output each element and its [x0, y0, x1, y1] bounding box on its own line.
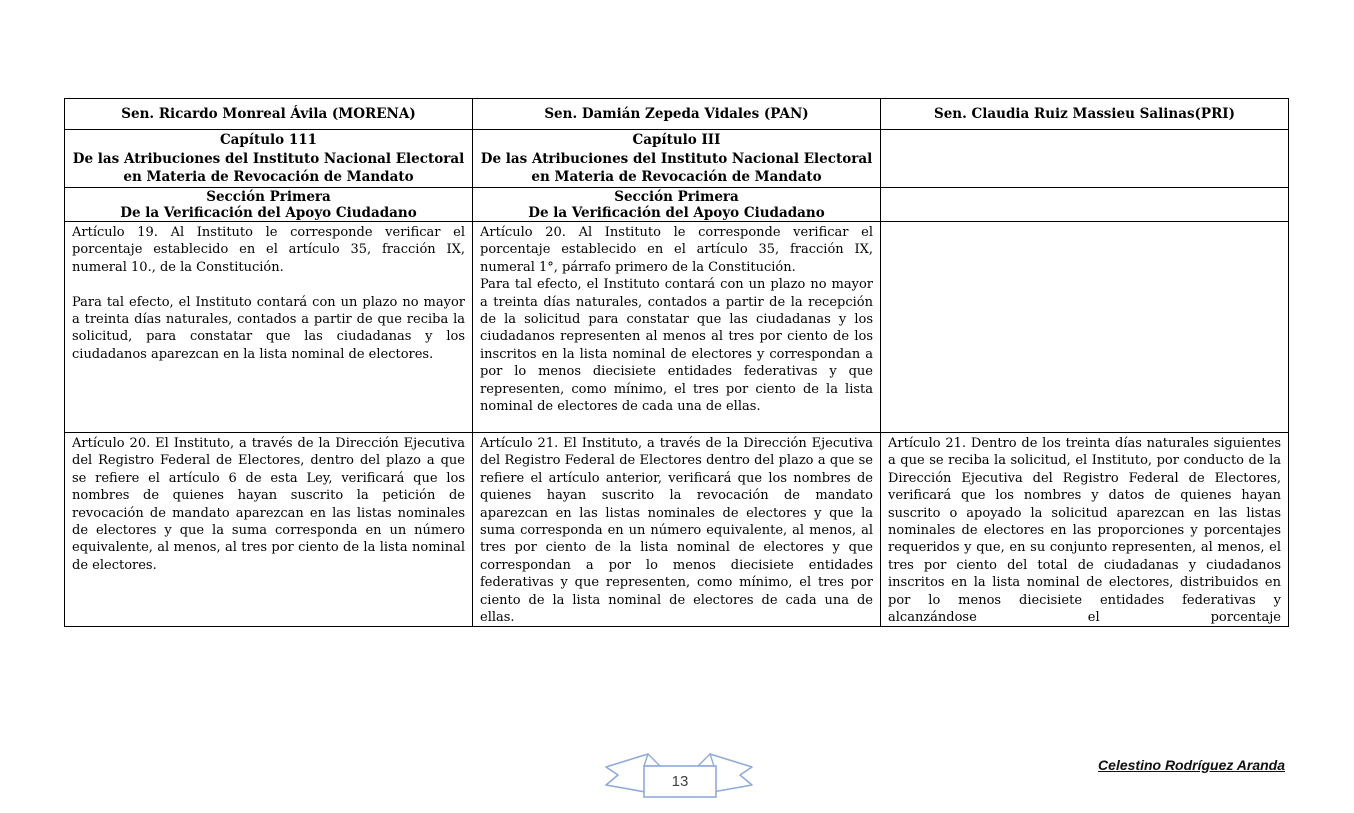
article-19-paragraph-2: Para tal efecto, el Instituto contará con un plazo no mayor a treinta días naturales, contados a partir de que reciba la solicitud, para constatar que las ciudadanas y los ciudadanos aparezcan en la lista nominal de electores.: [72, 294, 465, 362]
chapter-title: Capítulo III: [632, 132, 721, 148]
article-19-paragraph-1: Artículo 19. Al Instituto le corresponde verificar el porcentaje establecido en el artículo 35, fracción IX, numeral 10., de la Constitución.: [72, 225, 465, 275]
header-cell-morena: Sen. Ricardo Monreal Ávila (MORENA): [65, 99, 473, 130]
article-row-1: [65, 222, 1289, 433]
page-number: 13: [671, 773, 689, 790]
section-title: Sección Primera: [614, 189, 739, 205]
article-20-text: Artículo 20. El Instituto, a través de la Dirección Ejecutiva del Registro Federal de Electores, dentro del plazo a que se refiere el artículo 6 de esta Ley, verificará que los nombres de quienes hayan suscrito la petición de revocación de mandato aparezcan en las listas nominales de electores y que la suma corresponda en un número equivalente, al menos, al tres por ciento de la lista nominal de electores.: [72, 436, 465, 573]
article-21-cell-pri: [881, 433, 1289, 627]
section-subtitle: De la Verificación del Apoyo Ciudadano: [528, 205, 825, 221]
article-20-cell-morena: [65, 433, 473, 627]
chapter-cell-pri-empty: [881, 130, 1289, 188]
header-cell-pri: Sen. Claudia Ruiz Massieu Salinas(PRI): [881, 99, 1289, 130]
chapter-subtitle-1: De las Atribuciones del Instituto Nacional Electoral: [480, 150, 873, 167]
article-20-paragraph-2: Para tal efecto, el Instituto contará con un plazo no mayor a treinta días naturales, contados a partir de la recepción de la solicitud para constatar que las ciudadanas y los ciudadanos representen al menos al tres por ciento de los inscritos en la lista nominal de electores y correspondan a por lo menos diecisiete entidades federativas y que representen, como mínimo, el tres por ciento de la lista nominal de electores de cada una de ellas.: [480, 277, 873, 415]
article-20-paragraph-1: Artículo 20. Al Instituto le corresponde verificar el porcentaje establecido en el artículo 35, fracción IX, numeral 1°, párrafo primero de la Constitución.: [480, 225, 873, 275]
chapter-cell-pan: [473, 130, 881, 188]
section-cell-pan: [473, 188, 881, 222]
article-row-2: [65, 433, 1289, 627]
section-subtitle: De la Verificación del Apoyo Ciudadano: [120, 205, 417, 221]
table-header-row: [65, 99, 1289, 130]
page-number-banner: [601, 749, 757, 803]
chapter-subtitle-1: De las Atribuciones del Instituto Nacional Electoral: [72, 150, 465, 167]
article-20-cell-pan: [473, 222, 881, 433]
article-21-cell-pan: [473, 433, 881, 627]
section-cell-pri-empty: [881, 188, 1289, 222]
author-signature: Celestino Rodríguez Aranda: [1098, 757, 1285, 773]
header-cell-pan: Sen. Damián Zepeda Vidales (PAN): [473, 99, 881, 130]
chapter-subtitle-2: en Materia de Revocación de Mandato: [123, 169, 414, 185]
chapter-cell-morena: [65, 130, 473, 188]
comparison-table: [64, 98, 1289, 627]
chapter-title: Capítulo 111: [219, 132, 318, 148]
article-21-pri-text: Artículo 21. Dentro de los treinta días naturales siguientes a que se reciba la solicitud, el Instituto, por conducto de la Dirección Ejecutiva del Registro Federal de Electores, verificará que los nombres y datos de quienes hayan suscrito o apoyado la solicitud aparezcan en las listas nominales de electores en las proporciones y porcentajes requeridos y que, en su conjunto representen, al menos, el tres por ciento del total de ciudadanas y ciudadanos inscritos en la lista nominal de electores, distribuidos en por lo menos diecisiete entidades federativas y alcanzándose el porcentaje: [888, 436, 1281, 626]
section-row: [65, 188, 1289, 222]
article-row-1-cell-pri-empty: [881, 222, 1289, 433]
chapter-row: [65, 130, 1289, 188]
chapter-subtitle-2: en Materia de Revocación de Mandato: [531, 169, 822, 185]
section-title: Sección Primera: [206, 189, 331, 205]
section-cell-morena: [65, 188, 473, 222]
article-21-text: Artículo 21. El Instituto, a través de la Dirección Ejecutiva del Registro Federal de Electores dentro del plazo a que se refiere el artículo anterior, verificará que los nombres de quienes hayan suscrito la revocación de mandato aparezcan en las listas nominales de electores y que la suma corresponda en un número equivalente, al menos, al tres por ciento de la lista nominal de electores y que correspondan a por lo menos diecisiete entidades federativas y que representen, como mínimo, el tres por ciento de la lista nominal de electores de cada una de ellas.: [480, 436, 873, 626]
article-19-cell-morena: [65, 222, 473, 433]
